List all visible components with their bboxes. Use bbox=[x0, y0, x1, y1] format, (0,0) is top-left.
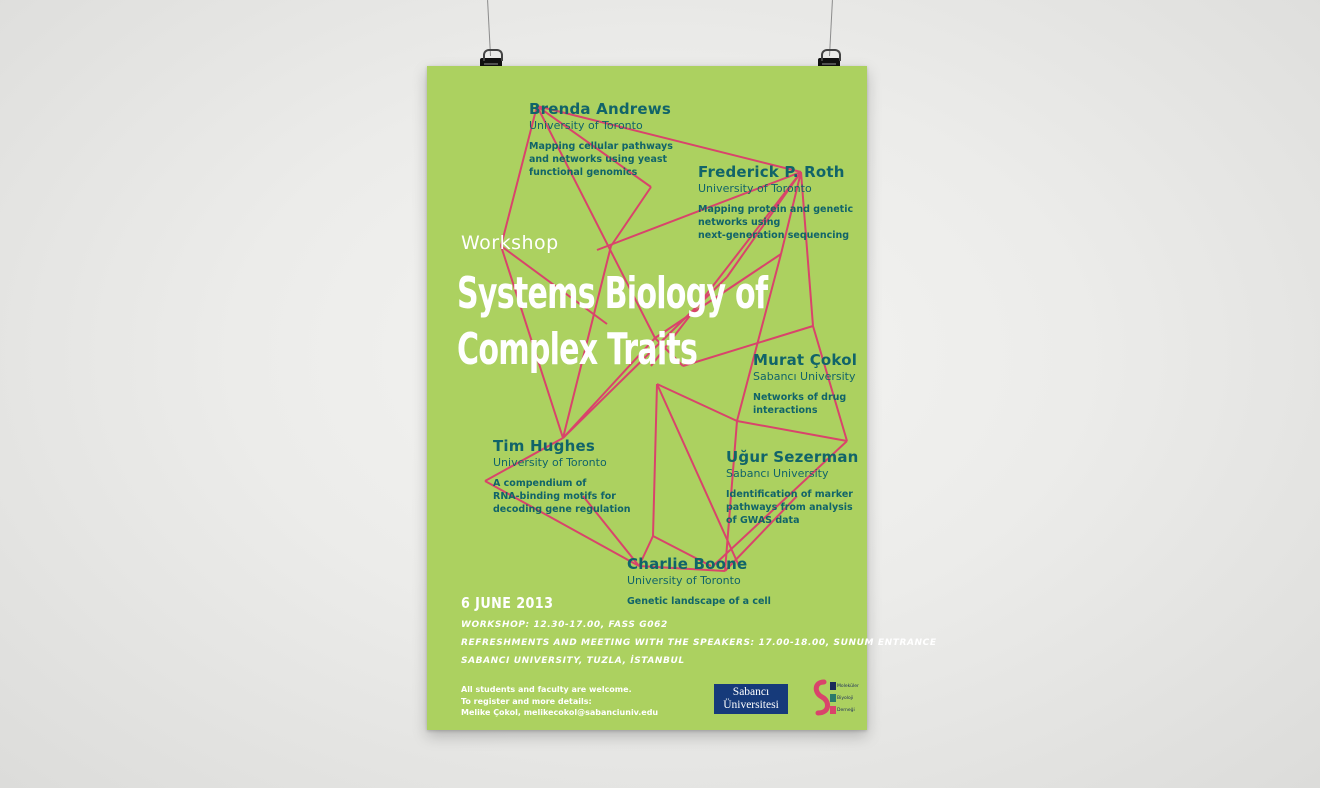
hanging-string-left bbox=[487, 0, 491, 56]
info-refreshments: REFRESHMENTS AND MEETING WITH THE SPEAKERS: 17.00-18.00, SUNUM ENTRANCE bbox=[461, 638, 937, 648]
speaker-talk: Mapping protein and genetic networks using next-generation sequencing bbox=[698, 204, 854, 241]
speaker-talk: Networks of drug interactions bbox=[753, 392, 847, 416]
speaker-affiliation: Sabancı University bbox=[726, 467, 829, 480]
workshop-label: Workshop bbox=[461, 232, 559, 254]
speaker-name: Frederick P. Roth bbox=[698, 163, 845, 181]
poster bbox=[427, 66, 937, 730]
info-location: SABANCI UNIVERSITY, TUZLA, İSTANBUL bbox=[461, 656, 685, 666]
poster-title: Systems Biology of Complex Traits bbox=[457, 268, 768, 375]
speaker-affiliation: University of Toronto bbox=[529, 119, 643, 132]
speaker-brenda-andrews bbox=[529, 100, 673, 179]
speaker-frederick-roth bbox=[698, 163, 853, 242]
speaker-charlie-boone bbox=[627, 555, 771, 608]
speaker-name: Uğur Sezerman bbox=[726, 448, 859, 466]
speaker-affiliation: University of Toronto bbox=[493, 456, 607, 469]
msd-word-1: Moleküler bbox=[837, 684, 859, 689]
event-date: 6 JUNE 2013 bbox=[461, 594, 554, 612]
speaker-talk: A compendium of RNA-binding motifs for decoding gene regulation bbox=[493, 478, 631, 515]
speaker-talk: Genetic landscape of a cell bbox=[627, 596, 771, 607]
registration-note: All students and faculty are welcome. To register and more details: Melike Çokol, melikecokol@sabanciuniv.edu bbox=[461, 685, 659, 717]
info-workshop-time: WORKSHOP: 12.30-17.00, FASS G062 bbox=[461, 620, 668, 630]
speaker-talk: Identification of marker pathways from analysis of GWAS data bbox=[726, 489, 853, 526]
speaker-affiliation: University of Toronto bbox=[698, 182, 812, 195]
sabanci-university-logo: Sabancı Üniversitesi bbox=[714, 684, 788, 714]
speaker-tim-hughes bbox=[493, 437, 631, 516]
speaker-ugur-sezerman bbox=[726, 448, 859, 527]
msd-word-3: Derneği bbox=[837, 708, 855, 713]
speaker-murat-cokol bbox=[753, 351, 857, 417]
msd-word-2: Biyoloji bbox=[837, 696, 854, 701]
msd-logo bbox=[810, 679, 858, 719]
speaker-name: Tim Hughes bbox=[493, 437, 595, 455]
speaker-talk: Mapping cellular pathways and networks using yeast functional genomics bbox=[529, 141, 673, 178]
speaker-name: Murat Çokol bbox=[753, 351, 858, 369]
hanging-string-right bbox=[829, 0, 833, 56]
speaker-affiliation: Sabancı University bbox=[753, 370, 856, 383]
speaker-name: Brenda Andrews bbox=[529, 100, 671, 118]
speaker-name: Charlie Boone bbox=[627, 555, 748, 573]
speaker-affiliation: University of Toronto bbox=[627, 574, 741, 587]
